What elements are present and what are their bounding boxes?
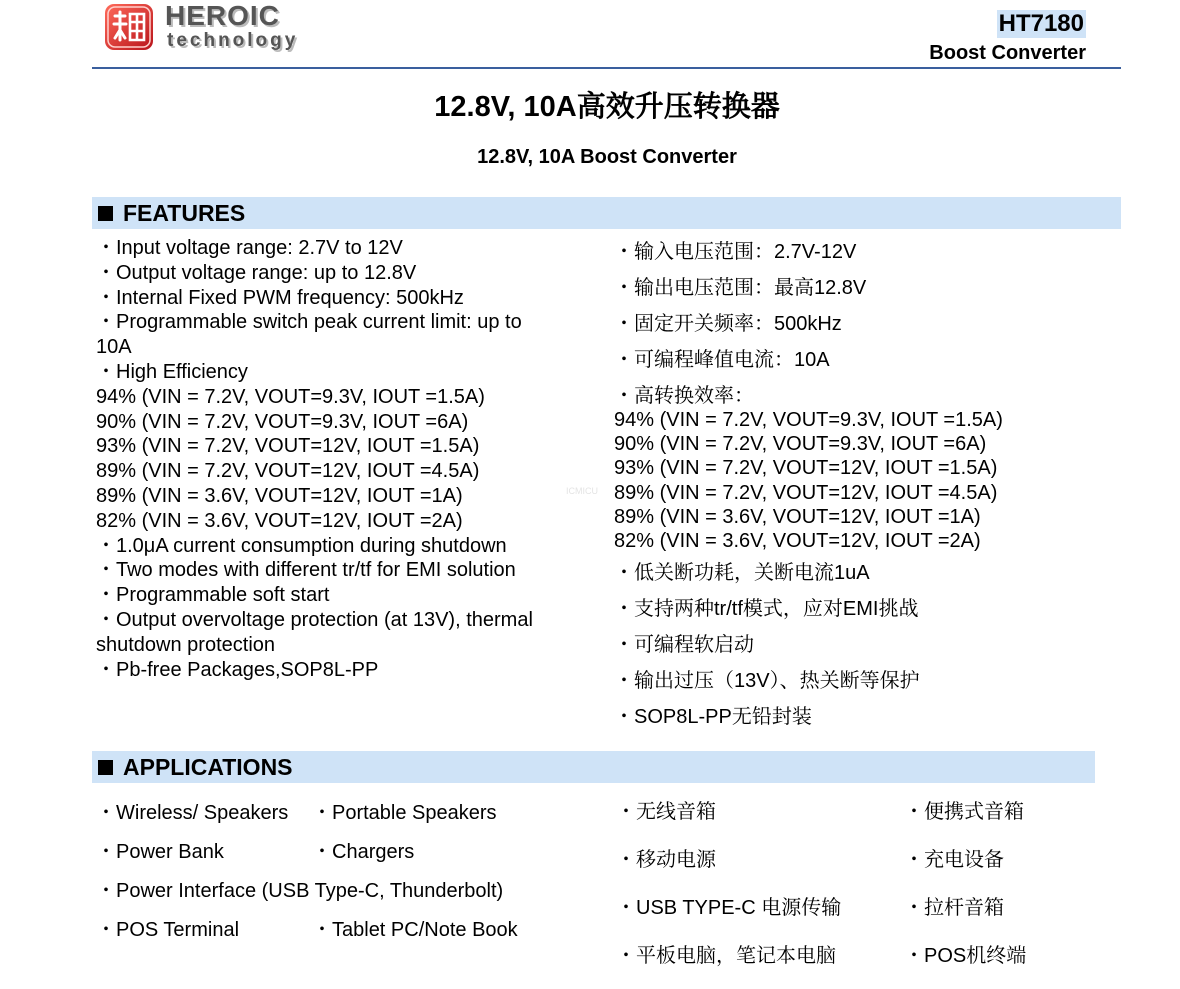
feature-line-cn: ・SOP8L-PP无铅封装 xyxy=(614,706,812,729)
feature-line-cn: ・输出电压范围：最高12.8V xyxy=(614,277,867,299)
feature-line: ・Programmable soft start xyxy=(96,584,330,607)
features-en-list xyxy=(96,236,533,682)
application-item-cn: ・移动电源 xyxy=(616,849,716,871)
feature-line: ・Input voltage range: 2.7V to 12V xyxy=(96,237,403,259)
application-item-cn: ・充电设备 xyxy=(904,849,1004,871)
efficiency-line-cn: 82% (VIN = 3.6V, VOUT=12V, IOUT =2A) xyxy=(614,529,981,552)
efficiency-line-cn: 90% (VIN = 7.2V, VOUT=9.3V, IOUT =6A) xyxy=(614,433,987,456)
efficiency-line: 89% (VIN = 7.2V, VOUT=12V, IOUT =4.5A) xyxy=(96,460,480,483)
features-heading: FEATURES xyxy=(123,200,246,226)
feature-line-cn: ・输出过压（13V）、热关断等保护 xyxy=(614,670,920,693)
feature-line: ・1.0μA current consumption during shutdown xyxy=(96,534,507,557)
feature-line: 10A xyxy=(96,336,132,359)
efficiency-line-cn: 93% (VIN = 7.2V, VOUT=12V, IOUT =1.5A) xyxy=(614,457,998,480)
application-item-cn: ・便携式音箱 xyxy=(904,801,1024,823)
logo-wordmark: HEROIC xyxy=(165,0,280,31)
feature-line-cn: ・固定开关频率：500kHz xyxy=(614,313,842,335)
square-bullet-icon xyxy=(98,206,113,221)
efficiency-line: 89% (VIN = 3.6V, VOUT=12V, IOUT =1A) xyxy=(96,484,463,507)
page-title-en: 12.8V, 10A Boost Converter xyxy=(477,146,737,168)
application-item: ・Power Interface (USB Type-C, Thunderbolt) xyxy=(96,880,504,902)
page-title-cn: 12.8V, 10A高效升压转换器 xyxy=(434,91,780,123)
application-item: ・Wireless/ Speakers xyxy=(96,802,289,824)
application-item-cn: ・拉杆音箱 xyxy=(904,897,1004,919)
efficiency-line: 82% (VIN = 3.6V, VOUT=12V, IOUT =2A) xyxy=(96,509,463,532)
application-item-cn: ・平板电脑，笔记本电脑 xyxy=(616,945,836,967)
application-item: ・Chargers xyxy=(312,841,415,863)
application-item-cn: ・无线音箱 xyxy=(616,801,716,823)
features-heading-bar xyxy=(92,197,1121,229)
feature-line: ・High Efficiency xyxy=(96,360,248,383)
part-number: HT7180 xyxy=(998,10,1084,37)
feature-line-cn: ・支持两种tr/tf模式，应对EMI挑战 xyxy=(614,598,919,621)
application-item: ・Tablet PC/Note Book xyxy=(312,919,518,941)
applications-heading: APPLICATIONS xyxy=(123,754,293,780)
feature-line: ・Output voltage range: up to 12.8V xyxy=(96,261,417,284)
header-subtitle: Boost Converter xyxy=(929,42,1086,64)
application-item: ・Portable Speakers xyxy=(312,802,497,824)
heroic-logo-icon xyxy=(103,2,155,52)
efficiency-line-cn: 94% (VIN = 7.2V, VOUT=9.3V, IOUT =1.5A) xyxy=(614,409,1003,431)
feature-line: ・Two modes with different tr/tf for EMI solution xyxy=(96,559,516,582)
efficiency-line: 94% (VIN = 7.2V, VOUT=9.3V, IOUT =1.5A) xyxy=(96,385,485,408)
feature-line-cn: ・低关断功耗，关断电流1uA xyxy=(614,562,870,585)
feature-line: ・Programmable switch peak current limit: up to xyxy=(96,311,522,334)
application-item: ・Power Bank xyxy=(96,841,224,863)
square-bullet-icon xyxy=(98,760,113,775)
efficiency-line: 90% (VIN = 7.2V, VOUT=9.3V, IOUT =6A) xyxy=(96,410,469,433)
logo-subword: technology xyxy=(167,30,299,51)
efficiency-line: 93% (VIN = 7.2V, VOUT=12V, IOUT =1.5A) xyxy=(96,435,480,458)
applications-heading-bar xyxy=(92,751,1095,783)
company-logo xyxy=(103,0,323,60)
feature-line: ・Output overvoltage protection (at 13V), thermal xyxy=(96,608,533,631)
application-item: ・POS Terminal xyxy=(96,919,240,941)
watermark: ICMICU xyxy=(566,486,598,496)
efficiency-line-cn: 89% (VIN = 3.6V, VOUT=12V, IOUT =1A) xyxy=(614,505,981,528)
feature-line-cn: ・可编程峰值电流：10A xyxy=(614,349,830,371)
feature-line: shutdown protection xyxy=(96,633,276,656)
efficiency-line-cn: 89% (VIN = 7.2V, VOUT=12V, IOUT =4.5A) xyxy=(614,481,998,504)
application-item-cn: ・POS机终端 xyxy=(904,945,1027,967)
application-item-cn: ・USB TYPE-C 电源传输 xyxy=(616,897,842,919)
header-divider xyxy=(92,67,1121,69)
feature-line-cn: ・输入电压范围：2.7V-12V xyxy=(614,241,857,263)
feature-line-cn: ・可编程软启动 xyxy=(614,634,754,657)
feature-line-cn: ・高转换效率： xyxy=(614,385,754,407)
feature-line: ・Pb-free Packages,SOP8L-PP xyxy=(96,658,379,681)
features-cn-list xyxy=(614,234,1003,735)
feature-line: ・Internal Fixed PWM frequency: 500kHz xyxy=(96,286,464,309)
